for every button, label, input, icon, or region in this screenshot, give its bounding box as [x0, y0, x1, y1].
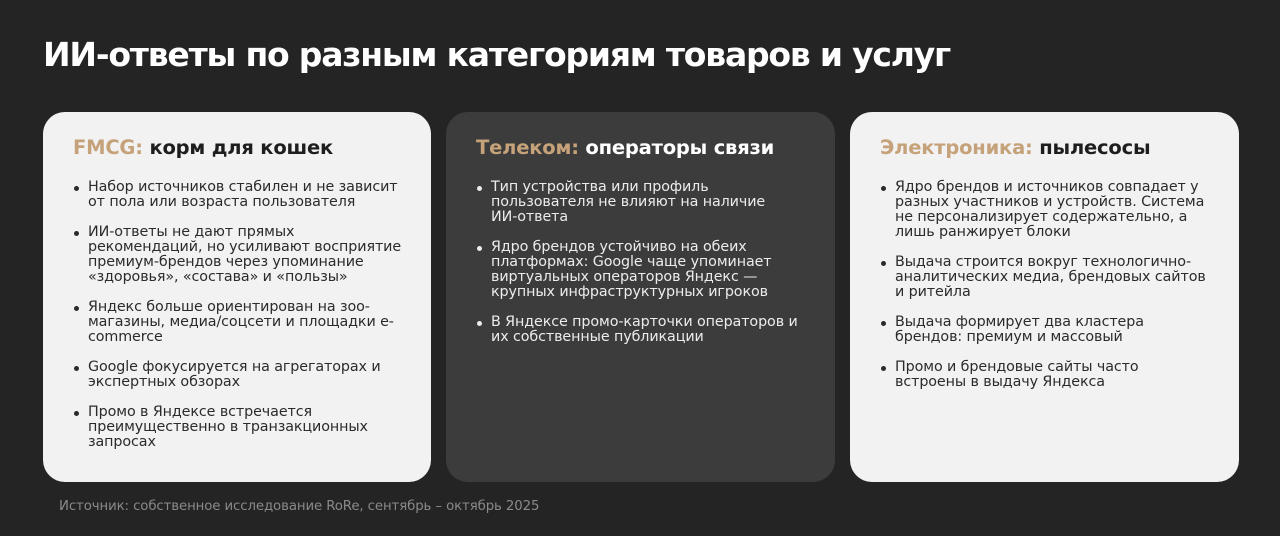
list-item: Промо и брендовые сайты часто встроены в выдачу Яндекса — [880, 360, 1185, 390]
list-item: Ядро брендов и источников совпадает у разных участников и устройств. Система не персонализирует содержательно, а лишь ранжирует блоки — [880, 180, 1215, 240]
card-subject: операторы связи — [585, 136, 775, 159]
list-item: Ядро брендов устойчиво на обеих платформах: Google чаще упоминает виртуальных операторов Яндекс — крупных инфраструктурных игроков — [476, 240, 791, 300]
card-fmcg — [43, 112, 431, 482]
bullet-list — [73, 180, 407, 450]
card-subject: корм для кошек — [149, 136, 334, 159]
card-electronics — [850, 112, 1239, 482]
card-telecom — [446, 112, 835, 482]
list-item: Набор источников стабилен и не зависит от пола или возраста пользователя — [73, 180, 408, 210]
list-item: Выдача формирует два кластера брендов: премиум и массовый — [880, 315, 1185, 345]
list-item: Промо в Яндексе встречается преимущественно в транзакционных запросах — [73, 405, 388, 450]
bullet-list — [880, 180, 1215, 390]
card-title — [73, 134, 407, 162]
card-subject: пылесосы — [1039, 136, 1151, 159]
list-item: Тип устройства или профиль пользователя не влияют на наличие ИИ-ответа — [476, 180, 791, 225]
list-item: В Яндексе промо-карточки операторов и их собственные публикации — [476, 315, 811, 345]
list-item: Яндекс больше ориентирован на зоо-магазины, медиа/соцсети и площадки e-commerce — [73, 300, 398, 345]
bullet-list — [476, 180, 811, 345]
list-item: Google фокусируется на агрегаторах и экспертных обзорах — [73, 360, 388, 390]
list-item: Выдача строится вокруг технологично-аналитических медиа, брендовых сайтов и ритейла — [880, 255, 1215, 300]
card-category: FMCG: — [73, 136, 143, 159]
page-title: ИИ-ответы по разным категориям товаров и услуг — [43, 35, 951, 74]
list-item: ИИ-ответы не дают прямых рекомендаций, но усиливают восприятие премиум-брендов через упоминание «здоровья», «состава» и «пользы» — [73, 225, 413, 285]
card-title — [880, 134, 1215, 162]
card-category: Телеком: — [476, 136, 579, 159]
card-title — [476, 134, 811, 162]
source-note: Источник: собственное исследование RoRe, сентябрь – октябрь 2025 — [59, 499, 540, 514]
card-category: Электроника: — [880, 136, 1033, 159]
